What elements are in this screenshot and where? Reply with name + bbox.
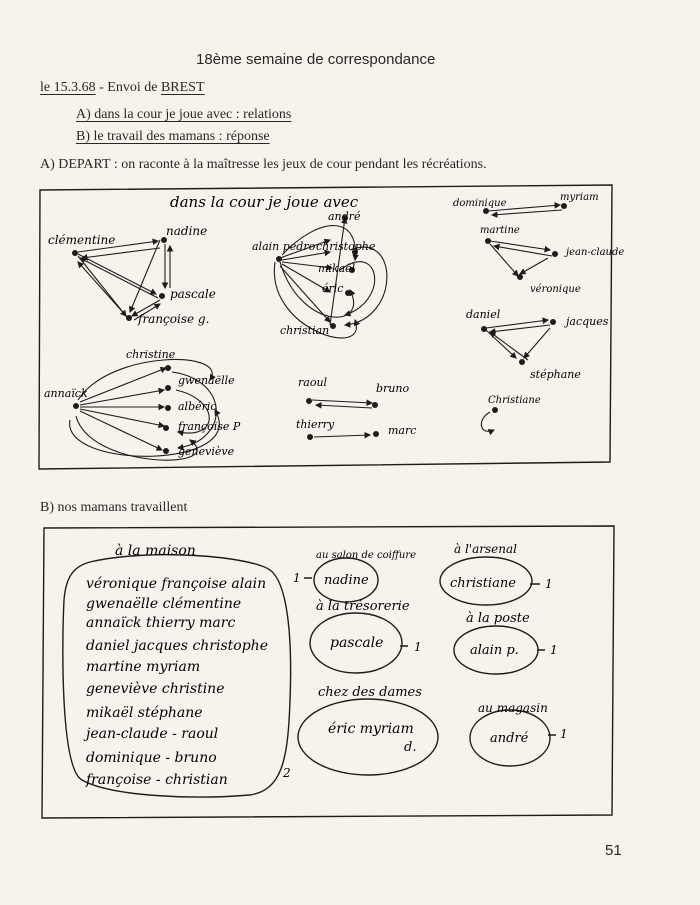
label-clementine: clémentine (48, 233, 116, 247)
page-number: 51 (605, 842, 622, 859)
salon-label: au salon de coiffure (316, 550, 417, 561)
label-annaick: annaïck (44, 387, 88, 400)
label-christophe: christophe (316, 240, 376, 253)
dames-names: éric myriam (328, 721, 414, 737)
maison-row-2: gwenaëlle clémentine (86, 596, 242, 612)
date: le 15.3.68 (40, 80, 96, 95)
section-b-heading: B) nos mamans travaillent (40, 500, 188, 515)
maison-row-4: daniel jacques christophe (86, 638, 268, 654)
label-thierry: thierry (296, 418, 335, 431)
label-christine: christine (126, 348, 176, 361)
label-christian: christian (280, 324, 330, 337)
magasin-count: 1 (560, 727, 568, 741)
label-mikael: mikaël (318, 262, 356, 275)
label-andre: andré (328, 210, 361, 223)
label-jacques: jacques (566, 315, 609, 328)
date-separator: - Envoi de (95, 80, 161, 95)
label-pascale: pascale (170, 287, 216, 301)
dames-blob (298, 699, 438, 775)
magasin-names: andré (490, 731, 529, 746)
label-christiane: Christiane (488, 395, 541, 406)
label-martine: martine (480, 225, 520, 236)
tresorerie-names: pascale (330, 635, 384, 651)
label-jean-claude: jean-claude (566, 247, 625, 258)
label-daniel: daniel (466, 308, 501, 321)
label-nadine: nadine (166, 224, 208, 238)
diagram-title: dans la cour je joue avec (170, 193, 359, 211)
label-veronique: véronique (530, 284, 581, 295)
label-eric: éric (322, 282, 344, 295)
maison-row-5: martine myriam (86, 659, 201, 675)
label-francoise-g: françoise g. (138, 312, 210, 326)
maison-row-3: annaïck thierry marc (86, 615, 236, 631)
dames-label: chez des dames (318, 685, 422, 700)
topic-b: B) le travail des mamans : réponse (76, 129, 270, 144)
poste-count: 1 (550, 643, 558, 657)
maison-row-6: geneviève christine (86, 681, 225, 697)
label-alain: alain pedro (252, 240, 316, 253)
label-alberic: albéric (178, 400, 217, 413)
page-title: 18ème semaine de correspondance (196, 51, 436, 68)
salon-count: 1 (293, 571, 301, 585)
magasin-label: au magasin (478, 701, 548, 715)
label-myriam: myriam (560, 192, 599, 203)
maison-row-10: françoise - christian (86, 772, 228, 788)
dames-names-2: d. (404, 740, 417, 755)
maison-label: à la maison (115, 543, 196, 559)
poste-label: à la poste (466, 611, 530, 626)
poste-names: alain p. (470, 643, 519, 658)
maison-count: 2 (283, 766, 291, 780)
label-francoise-p: françoise P (178, 420, 241, 433)
maison-row-8: jean-claude - raoul (86, 726, 219, 742)
label-dominique: dominique (453, 198, 507, 209)
maison-row-7: mikaël stéphane (86, 705, 203, 721)
salon-names: nadine (324, 573, 369, 588)
label-gwenaelle: gwenaëlle (178, 374, 235, 387)
section-a-intro: A) DEPART : on raconte à la maîtresse les jeux de cour pendant les récréations. (40, 157, 487, 172)
topic-a: A) dans la cour je joue avec : relations (76, 107, 292, 122)
label-bruno: bruno (376, 382, 410, 395)
city: BREST (160, 80, 205, 95)
label-genevieve: geneviève (178, 445, 235, 458)
arsenal-count: 1 (545, 577, 553, 591)
maison-row-9: dominique - bruno (86, 750, 217, 766)
arsenal-names: christiane (450, 576, 516, 591)
tresorerie-count: 1 (414, 640, 422, 654)
arsenal-label: à l'arsenal (454, 542, 517, 556)
label-raoul: raoul (298, 376, 328, 389)
label-marc: marc (388, 424, 417, 437)
label-stephane: stéphane (530, 368, 581, 381)
tresorerie-label: à la trésorerie (316, 599, 410, 614)
maison-row-1: véronique françoise alain (86, 576, 267, 592)
